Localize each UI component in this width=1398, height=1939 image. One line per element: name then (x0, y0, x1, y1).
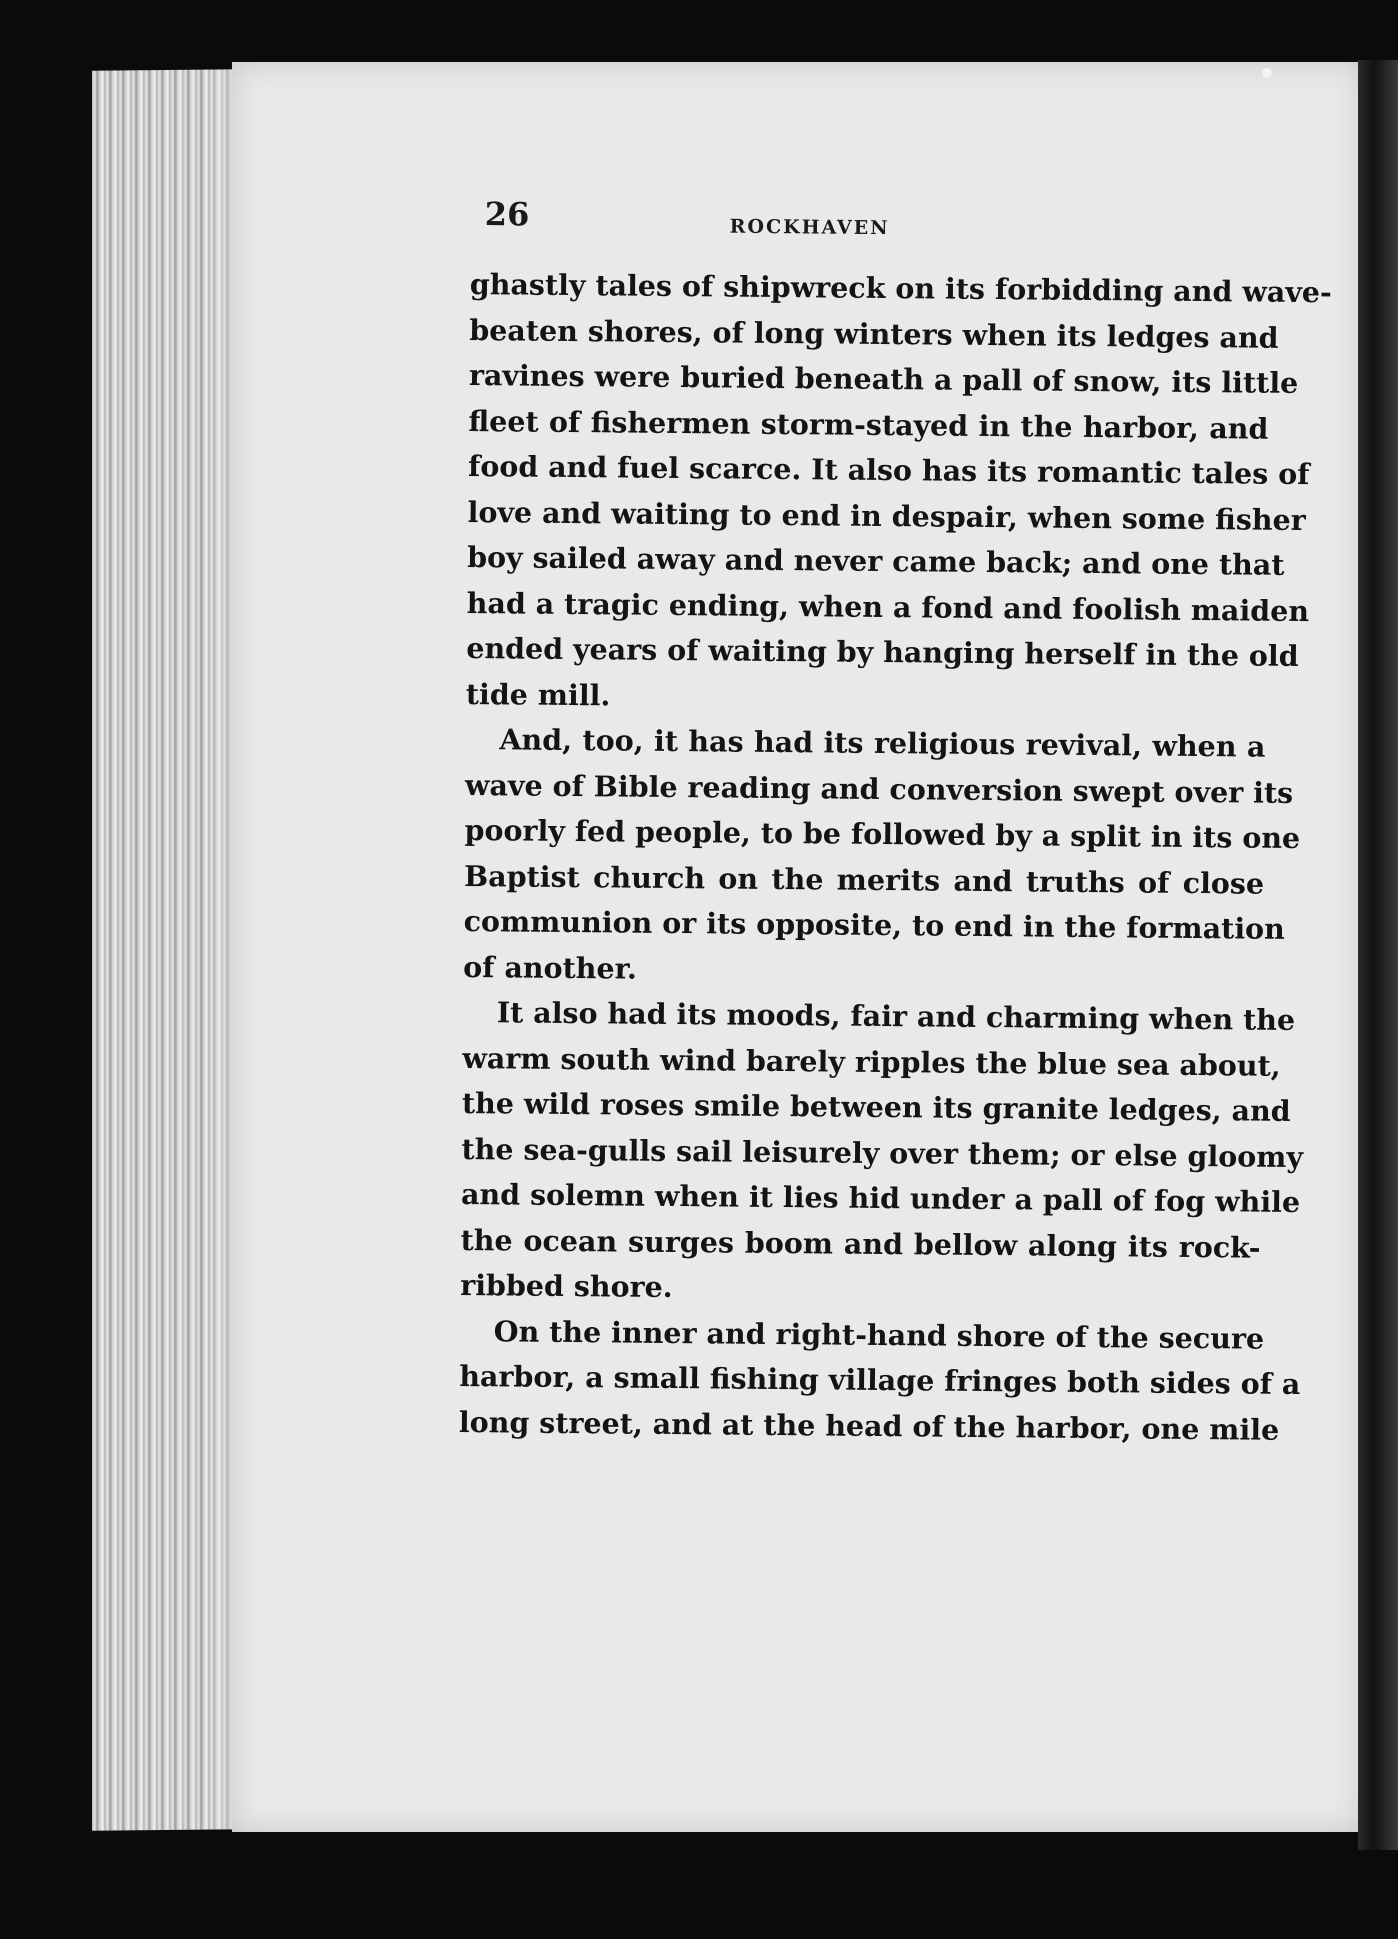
text-line: had a tragic ending, when a fond and foolish maiden (466, 585, 1310, 628)
body-text (458, 262, 1332, 1453)
text-line: boy sailed away and never came back; and one that (467, 539, 1285, 582)
text-line: Baptist church on the merits and truths of close (463, 858, 1265, 901)
running-head: ROCKHAVEN (729, 215, 890, 240)
text-line: wave of Bible reading and conversion swept over its (464, 767, 1294, 810)
text-line: ribbed shore. (460, 1267, 673, 1304)
text-line: of another. (463, 949, 638, 986)
text-line: fleet of fishermen storm-stayed in the harbor, and (468, 403, 1269, 446)
text-line: the ocean surges boom and bellow along its rock- (460, 1222, 1261, 1265)
text-line: warm south wind barely ripples the blue sea about, (462, 1040, 1281, 1083)
book-page-edges (92, 69, 242, 1831)
text-line: and solemn when it lies hid under a pall of fog while (460, 1176, 1301, 1220)
text-line: long street, and at the head of the harbor, one mile (458, 1404, 1280, 1447)
book-binding-edge (1358, 60, 1398, 1850)
text-line: ravines were buried beneath a pall of snow, its little (468, 357, 1299, 400)
text-line: harbor, a small fishing village fringes both sides of a (459, 1358, 1301, 1402)
page-header (485, 195, 1245, 243)
text-line: communion or its opposite, to end in the formation (463, 903, 1286, 946)
text-line: food and fuel scarce. It also has its romantic tales of (467, 448, 1310, 492)
text-line: love and waiting to end in despair, when some fisher (467, 494, 1306, 537)
dust-speck (1262, 68, 1272, 78)
text-line: tide mill. (465, 676, 611, 712)
text-line: the sea-gulls sail leisurely over them; or else gloomy (461, 1131, 1304, 1174)
text-line: beaten shores, of long winters when its ledges and (469, 312, 1279, 355)
text-line: And, too, it has had its religious revival, when a (499, 722, 1266, 764)
text-line: It also had its moods, fair and charming when the (496, 995, 1296, 1037)
text-line: poorly fed people, to be followed by a split in its one (464, 812, 1301, 855)
text-line: ghastly tales of shipwreck on its forbidding and wave- (469, 266, 1332, 310)
text-line: the wild roses smile between its granite ledges, and (461, 1085, 1291, 1128)
page-number: 26 (484, 195, 530, 234)
text-line: On the inner and right-hand shore of the secure (493, 1313, 1265, 1356)
text-line: ended years of waiting by hanging herself in the old (466, 630, 1299, 673)
